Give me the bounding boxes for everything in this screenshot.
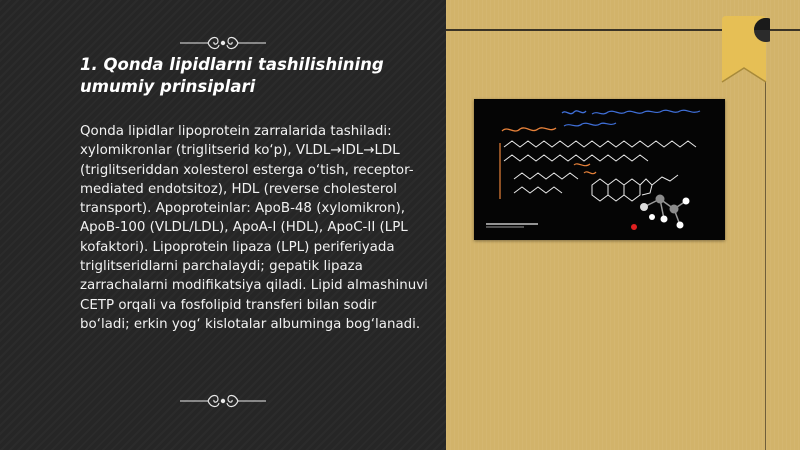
flourish-divider-icon [178,34,268,52]
flourish-divider-icon [178,392,268,410]
slide-body-text: Qonda lipidlar lipoprotein zarralarida tashiladi: xylomikronlar (triglitserid ko‘p), VLDL→IDL→LDL (triglitseriddan xolesterol esterga o‘tish, receptor-mediated endotsitoz), HDL (reverse cholesterol transport). Apoproteinlar: ApoB-48 (xylomikron), ApoB-100 (VLDL/LDL), ApoA-I (HDL), ApoC-II (LPL kofaktori). Lipoprotein lipaza (LPL) periferiyada triglitseridlarni parchalaydi; gepatik lipaza zarrachalarni modifikatsiya qiladi. Lipid almashinuvi CETP orqali va fosfolipid transferi bilan sodir bo‘ladi; erkin yog‘ kislotalar albuminga bog‘lanadi. [80,124,428,332]
slide-title: 1. Qonda lipidlarni tashilishining umumiy prinsiplari [80,55,384,96]
chemistry-sketch-illustration [474,99,725,240]
bookmark-ribbon-icon [718,16,770,100]
lipid-blackboard-image [474,99,725,240]
molecule-model-icon [631,195,690,231]
